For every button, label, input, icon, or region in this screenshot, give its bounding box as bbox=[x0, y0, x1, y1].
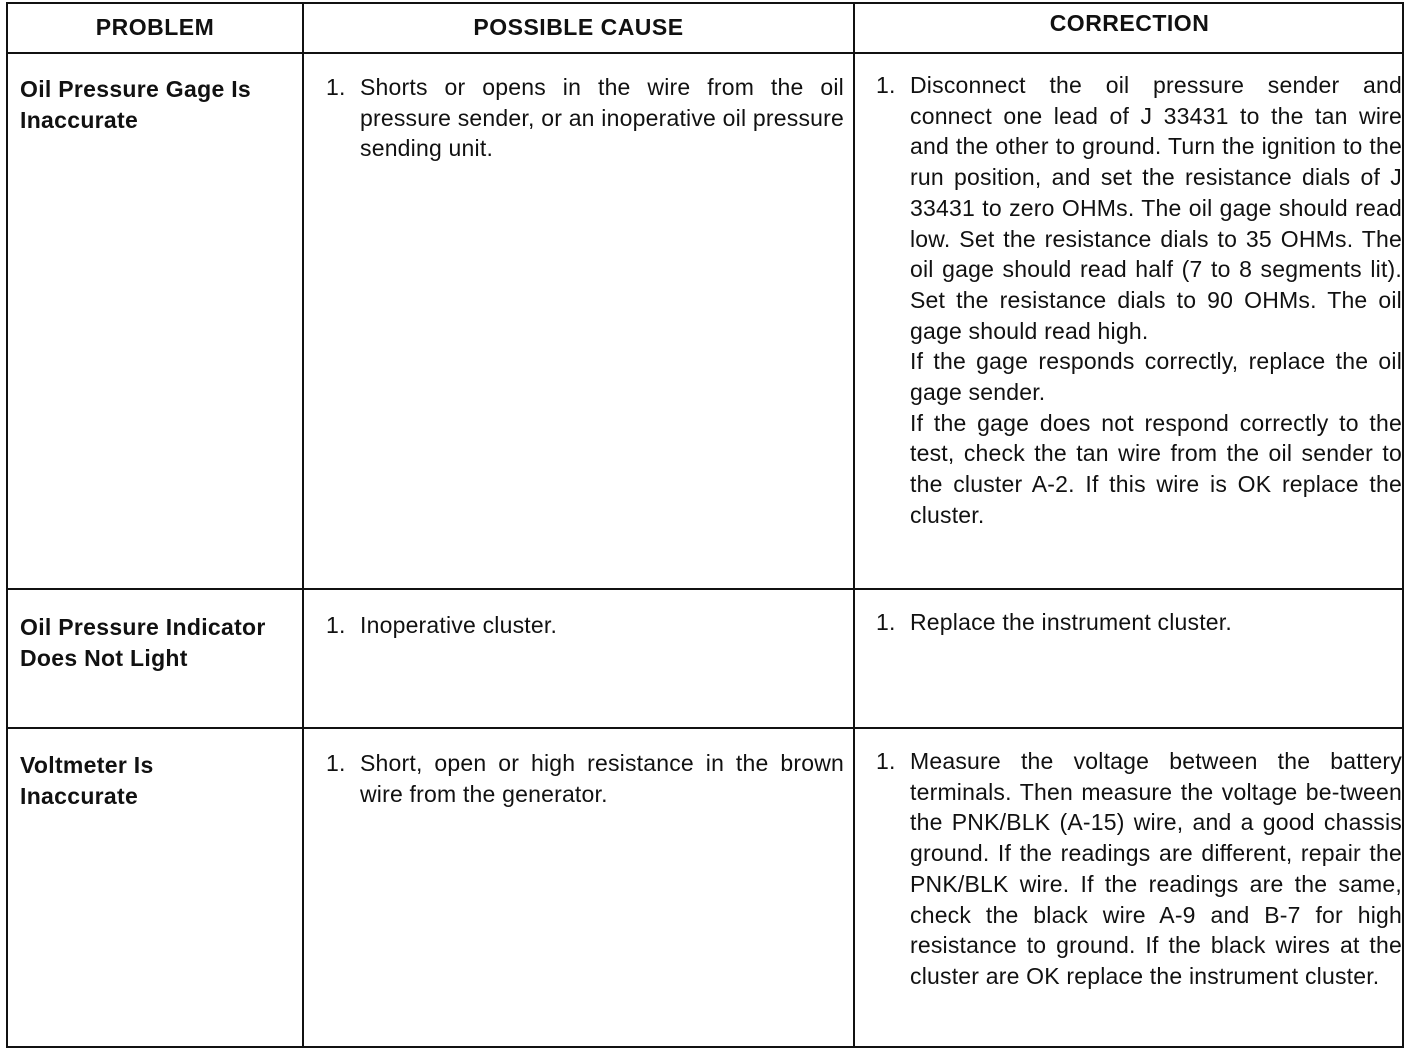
problem-cell: Voltmeter Is Inaccurate bbox=[20, 752, 154, 809]
correction-cell bbox=[876, 607, 1402, 638]
correction-cell bbox=[876, 70, 1402, 531]
cause-number: 1. bbox=[326, 612, 346, 638]
cause-number: 1. bbox=[326, 750, 346, 776]
row-divider bbox=[8, 588, 1402, 590]
header-problem: PROBLEM bbox=[95, 14, 215, 40]
cause-text: Inoperative cluster. bbox=[360, 612, 558, 638]
header-possible-cause: POSSIBLE CAUSE bbox=[473, 14, 684, 40]
header-correction: CORRECTION bbox=[1049, 10, 1210, 36]
problem-cell: Oil Pressure Indicator Does Not Light bbox=[20, 614, 266, 671]
column-divider bbox=[853, 4, 855, 1046]
correction-paragraph: If the gage does not respond correctly to the test, check the tan wire from the oil sender to the cluster A-2. If this wire is OK replace the cluster. bbox=[910, 409, 1402, 528]
cause-cell bbox=[326, 748, 844, 809]
correction-number: 1. bbox=[876, 609, 896, 635]
cause-text: Shorts or opens in the wire from the oil pressure sender, or an inoperative oil pressure sending unit. bbox=[360, 74, 844, 162]
cause-number: 1. bbox=[326, 74, 346, 100]
correction-paragraph: Replace the instrument cluster. bbox=[910, 609, 1232, 635]
correction-paragraph: Disconnect the oil pressure sender and connect one lead of J 33431 to the tan wire and the other to ground. Turn the ignition to the run position, and set the resistance dials of J 33431 to zero OHMs. The oil gage should read low. Set the resistance dials to 35 OHMs. The oil gage should read half (7 to 8 segments lit). Set the resistance dials to 90 OHMs. The oil gage should read high. bbox=[910, 72, 1402, 344]
row-divider bbox=[8, 727, 1402, 729]
correction-paragraph: Measure the voltage between the battery terminals. Then measure the voltage be-tween the PNK/BLK (A-15) wire, and a good chassis ground. If the readings are different, repair the PNK/BLK wire. If the readings are the same, check the black wire A-9 and B-7 for high resistance to ground. If the black wires at the cluster are OK replace the instrument cluster. bbox=[910, 748, 1402, 989]
correction-number: 1. bbox=[876, 72, 896, 98]
diagnosis-table bbox=[6, 2, 1404, 1048]
problem-cell: Oil Pressure Gage Is Inaccurate bbox=[20, 76, 252, 133]
column-divider bbox=[302, 4, 304, 1046]
correction-paragraph: If the gage responds correctly, replace the oil gage sender. bbox=[910, 348, 1402, 406]
cause-cell bbox=[326, 610, 844, 641]
cause-cell bbox=[326, 72, 844, 164]
header-divider bbox=[8, 52, 1402, 54]
correction-number: 1. bbox=[876, 748, 896, 774]
correction-cell bbox=[876, 746, 1402, 992]
cause-text: Short, open or high resistance in the brown wire from the generator. bbox=[360, 750, 844, 807]
